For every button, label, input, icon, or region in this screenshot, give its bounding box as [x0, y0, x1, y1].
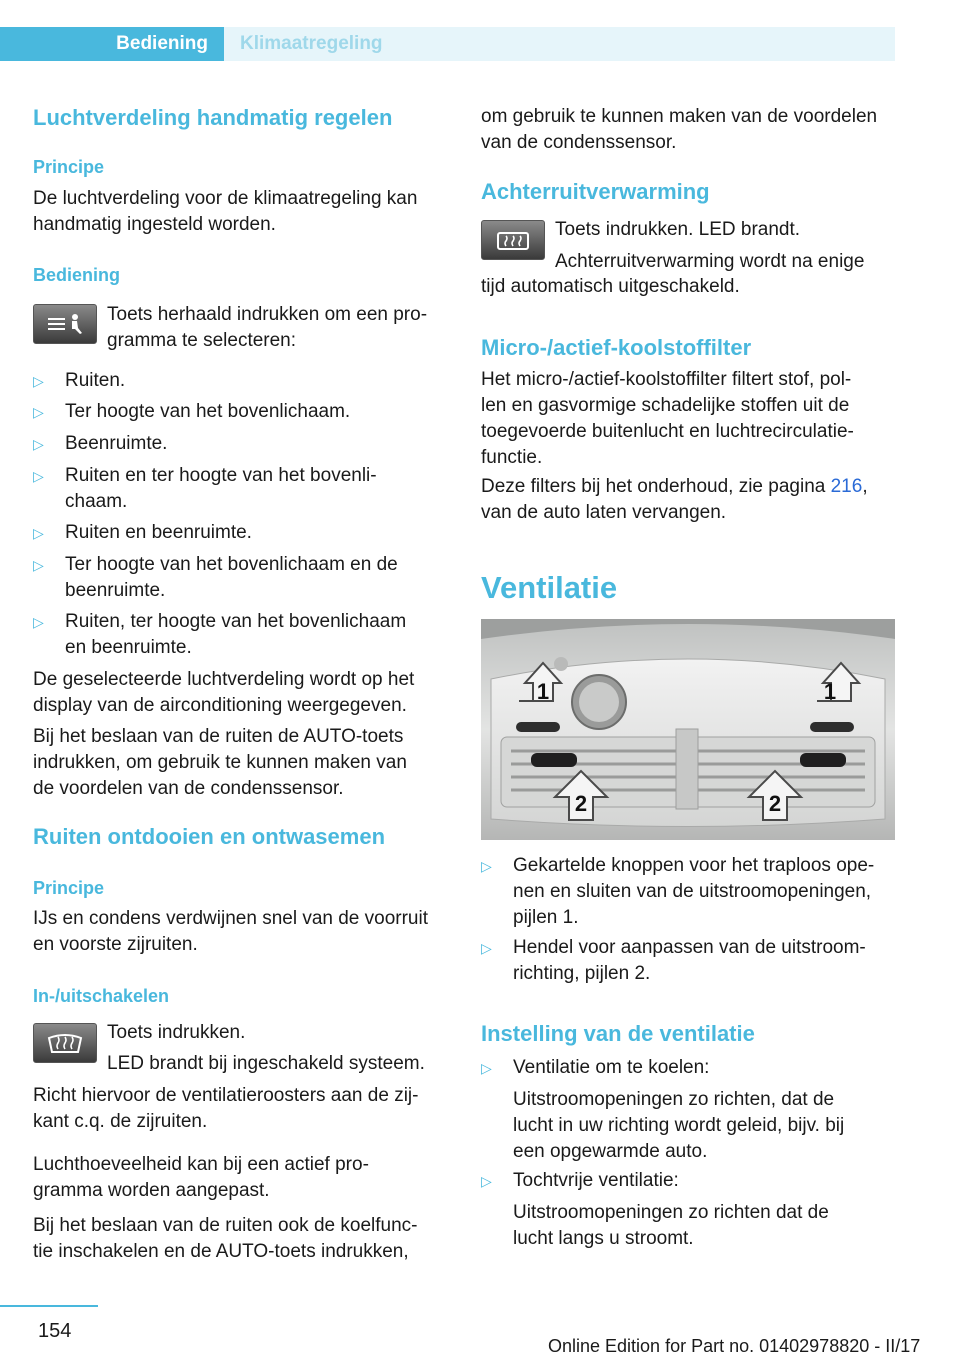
paragraph-continued	[481, 104, 877, 156]
text-line: Gekartelde knoppen voor het traploos ope-	[513, 855, 875, 876]
text-line: Ruiten.	[65, 370, 126, 391]
text-led-brandt: LED brandt bij ingeschakeld systeem.	[107, 1053, 425, 1074]
heading-instelling: Instelling van de ventilatie	[481, 1021, 755, 1046]
header-tab-label: Bediening	[116, 33, 208, 54]
page-link[interactable]: 216	[830, 476, 863, 497]
list-item	[33, 399, 445, 425]
text-line: Bij het beslaan van de ruiten ook de koelfunc-	[33, 1215, 418, 1236]
text-line: Beenruimte.	[65, 433, 168, 454]
text-line: Hendel voor aanpassen van de uitstroom-	[513, 937, 866, 958]
windshield-defrost-icon	[33, 1023, 97, 1063]
text-line: richting, pijlen 2.	[513, 963, 651, 984]
text-toets-indrukken: Toets indrukken.	[107, 1022, 246, 1043]
heading-filter: Micro-/actief-koolstoffilter	[481, 335, 752, 360]
heading-achterruitverwarming: Achterruitverwarming	[481, 179, 710, 204]
air-distribution-icon	[33, 304, 97, 344]
text-line: Bij het beslaan van de ruiten de AUTO-toets	[33, 726, 404, 747]
bullet-triangle-icon: ▷	[481, 940, 492, 956]
arrow-label-2: 2	[574, 791, 588, 816]
bullet-triangle-icon: ▷	[33, 436, 44, 452]
page-number: 154	[38, 1320, 72, 1342]
text-line: len en gasvormige schadelijke stoffen uit de	[481, 395, 850, 416]
header-tab-label: Klimaatregeling	[240, 33, 383, 54]
text-line: nen en sluiten van de uitstroomopeningen,	[513, 881, 872, 902]
bullet-triangle-icon: ▷	[481, 1060, 492, 1076]
bullet-triangle-icon: ▷	[33, 404, 44, 420]
text-line: Ruiten en ter hoogte van het bovenli-	[65, 465, 377, 486]
text-line: en beenruimte.	[65, 637, 192, 658]
text-line: pijlen 1.	[513, 907, 579, 928]
text-line: De luchtverdeling voor de klimaatregeling kan	[33, 188, 418, 209]
text-line: Richt hiervoor de ventilatieroosters aan de zij-	[33, 1085, 419, 1106]
text-line: en voorste zijruiten.	[33, 934, 198, 955]
text-line: een opgewarmde auto.	[513, 1141, 708, 1162]
arrow-label-2: 2	[768, 791, 782, 816]
bullet-triangle-icon: ▷	[481, 858, 492, 874]
text-line: indrukken, om gebruik te kunnen maken van	[33, 752, 407, 773]
text-line: display van de airconditioning weergegeven.	[33, 695, 407, 716]
text-line: lucht in uw richting wordt geleid, bijv. bij	[513, 1115, 845, 1136]
paragraph-richt	[33, 1083, 418, 1135]
text-line: Ter hoogte van het bovenlichaam.	[65, 401, 351, 422]
subheading-principe: Principe	[33, 157, 105, 177]
heading-ontdooien: Ruiten ontdooien en ontwasemen	[33, 824, 386, 849]
bullet-triangle-icon: ▷	[33, 614, 44, 630]
text-achterruit-line2: tijd automatisch uitgeschakeld.	[481, 276, 740, 297]
list-item	[33, 552, 445, 604]
list-item	[481, 853, 895, 931]
text-line: lucht langs u stroomt.	[513, 1228, 694, 1249]
paragraph-luchthoeveelheid	[33, 1152, 369, 1204]
subheading-inuitschakelen: In-/uitschakelen	[33, 986, 170, 1006]
text-span: ,	[862, 476, 868, 497]
text-line: chaam.	[65, 491, 128, 512]
heading-luchtverdeling: Luchtverdeling handmatig regelen	[33, 105, 393, 130]
text-line: De geselecteerde luchtverdeling wordt op het	[33, 669, 415, 690]
text-line	[481, 474, 868, 500]
text-line: Ventilatie om te koelen:	[513, 1057, 710, 1078]
text-line: Ter hoogte van het bovenlichaam en de	[65, 554, 398, 575]
arrow-label-1: 1	[536, 679, 550, 704]
arrow-label-1: 1	[823, 679, 837, 704]
dashboard-vents-photo	[481, 619, 895, 840]
header-tab-bediening[interactable]	[0, 27, 224, 61]
text-span: Deze filters bij het onderhoud, zie pagina	[481, 476, 831, 497]
list-item	[481, 1055, 895, 1165]
text-line: gramma te selecteren:	[107, 330, 297, 351]
text-line: Toets herhaald indrukken om een pro-	[107, 304, 428, 325]
bullet-triangle-icon: ▷	[33, 525, 44, 541]
text-line: Het micro-/actief-koolstoffilter filtert stof, pol-	[481, 369, 852, 390]
list-item	[33, 368, 445, 394]
text-line: handmatig ingesteld worden.	[33, 214, 276, 235]
paragraph-principe2	[33, 906, 428, 958]
text-line: van de auto laten vervangen.	[481, 502, 727, 523]
paragraph-filter	[481, 367, 854, 471]
list-item	[33, 520, 445, 546]
bullet-triangle-icon: ▷	[33, 468, 44, 484]
text-achterruit-line1: Achterruitverwarming wordt na enige	[555, 251, 865, 272]
text-line: de voordelen van de condenssensor.	[33, 778, 344, 799]
bullet-triangle-icon: ▷	[33, 373, 44, 389]
bullet-triangle-icon: ▷	[33, 557, 44, 573]
text-toets-led: Toets indrukken. LED brandt.	[555, 219, 801, 240]
paragraph-onderhoud	[481, 474, 868, 526]
bullet-triangle-icon: ▷	[481, 1173, 492, 1189]
header-tab-klimaatregeling[interactable]	[240, 27, 383, 61]
rear-window-heating-icon	[481, 220, 545, 260]
paragraph-beslaan	[33, 724, 407, 802]
list-item	[481, 1168, 895, 1252]
heading-ventilatie: Ventilatie	[481, 570, 618, 605]
text-line: Tochtvrije ventilatie:	[513, 1170, 679, 1191]
footer-edition: Online Edition for Part no. 01402978820 - II/17	[548, 1336, 921, 1356]
text-line: van de condenssensor.	[481, 132, 677, 153]
text-line: Uitstroomopeningen zo richten, dat de	[513, 1089, 835, 1110]
text-line: beenruimte.	[65, 580, 166, 601]
paragraph-display	[33, 667, 414, 719]
subheading-bediening: Bediening	[33, 265, 121, 285]
text-line: tie inschakelen en de AUTO-toets indrukken,	[33, 1241, 409, 1262]
list-item	[481, 935, 895, 987]
list-item	[33, 431, 445, 457]
text-line: Ruiten en beenruimte.	[65, 522, 252, 543]
text-line: om gebruik te kunnen maken van de voordelen	[481, 106, 878, 127]
paragraph-bediening	[107, 302, 447, 354]
text-line: kant c.q. de zijruiten.	[33, 1111, 208, 1132]
text-line: functie.	[481, 447, 543, 468]
list-item	[33, 463, 445, 515]
text-line: IJs en condens verdwijnen snel van de voorruit	[33, 908, 429, 929]
text-line: Uitstroomopeningen zo richten dat de	[513, 1202, 829, 1223]
paragraph-principe	[33, 186, 417, 238]
subheading-principe: Principe	[33, 878, 105, 898]
footer-rule	[0, 1305, 98, 1307]
text-line: gramma worden aangepast.	[33, 1180, 270, 1201]
text-line: Luchthoeveelheid kan bij een actief pro-	[33, 1154, 369, 1175]
text-line: toegevoerde buitenlucht en luchtrecirculatie-	[481, 421, 854, 442]
list-item	[33, 609, 445, 661]
paragraph-koelfunctie	[33, 1213, 417, 1265]
text-line: Ruiten, ter hoogte van het bovenlichaam	[65, 611, 407, 632]
